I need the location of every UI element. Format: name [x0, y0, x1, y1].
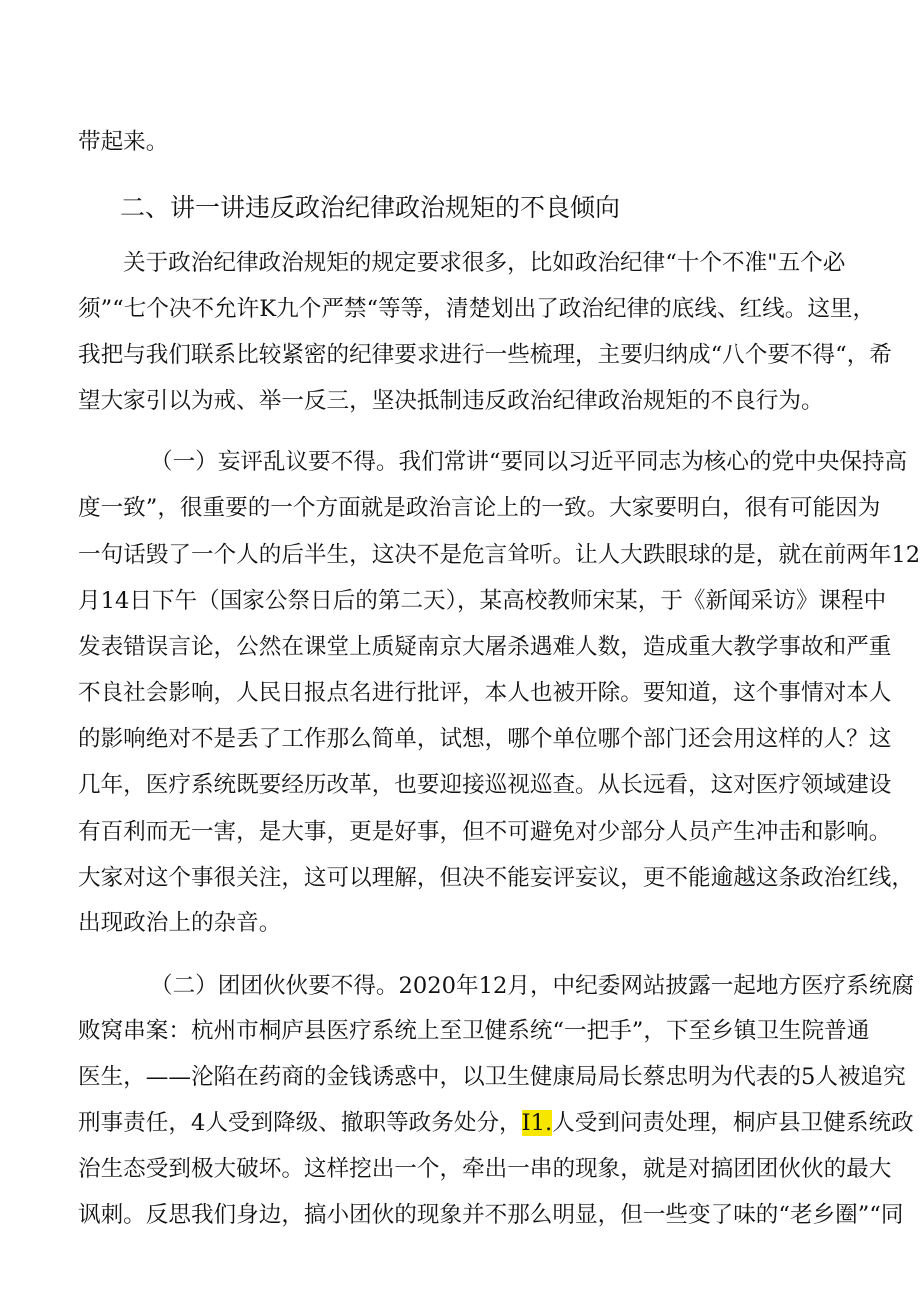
- text-line: 带起来。: [78, 129, 169, 155]
- section-heading: 二、讲一讲违反政治纪律政治规矩的不良倾向: [120, 193, 621, 222]
- text-line: 大家对这个事很关注，这可以理解，但决不能妄评妄议，更不能逾越这条政治红线，: [78, 865, 914, 891]
- text-line: 发表错误言论，公然在课堂上质疑南京大屠杀遇难人数，造成重大教学事故和严重: [78, 634, 892, 660]
- text-line: 月14日下午（国家公祭日后的第二天），某高校教师宋某，于《新闻采访》课程中: [78, 588, 887, 614]
- text-line: 望大家引以为戒、举一反三，坚决抵制违反政治纪律政治规矩的不良行为。: [78, 388, 824, 414]
- text-segment: 人受到问责处理，桐庐县卫健系统政: [552, 1110, 914, 1136]
- text-line: 败窝串案：杭州市桐庐县医疗系统上至卫健系统“一把手”，下至乡镇卫生院普通: [78, 1018, 870, 1044]
- text-line: 医生，——沦陷在药商的金钱诱惑中，以卫生健康局局长蔡忠明为代表的5人被追究: [78, 1064, 906, 1090]
- text-line: 不良社会影响，人民日报点名进行批评，本人也被开除。要知道，这个事情对本人: [78, 680, 892, 706]
- text-line: 关于政治纪律政治规矩的规定要求很多，比如政治纪律“十个不准"五个必: [123, 250, 846, 276]
- text-line: 治生态受到极大破坏。这样挖出一个，牵出一串的现象，就是对搞团团伙伙的最大: [78, 1156, 892, 1182]
- highlighted-text: I1.: [521, 1110, 553, 1136]
- text-line: （一）妄评乱议要不得。我们常讲“要同以习近平同志为核心的党中央保持高: [150, 449, 908, 475]
- text-line: 出现政治上的杂音。: [78, 910, 282, 936]
- text-line: 须”“七个决不允许K九个严禁“等等，清楚划出了政治纪律的底线、红线。这里，: [78, 296, 876, 322]
- text-line: 讽刺。反思我们身边，搞小团伙的现象并不那么明显，但一些变了味的“老乡圈”“同: [78, 1202, 904, 1228]
- text-line: 我把与我们联系比较紧密的纪律要求进行一些梳理，主要归纳成“八个要不得“，希: [78, 342, 892, 368]
- text-segment: 刑事责任，4人受到降级、撤职等政务处分，: [78, 1110, 522, 1136]
- text-line: 度一致”，很重要的一个方面就是政治言论上的一致。大家要明白，很有可能因为: [78, 495, 881, 521]
- text-line: 有百利而无一害，是大事，更是好事，但不可避免对少部分人员产生冲击和影响。: [78, 819, 892, 845]
- text-line: [78, 1112, 914, 1135]
- text-line: 一句话毁了一个人的后半生，这决不是危言耸听。让人大跌眼球的是，就在前两年12: [78, 542, 920, 568]
- text-line: 的影响绝对不是丢了工作那么简单，试想，哪个单位哪个部门还会用这样的人？这: [78, 726, 892, 752]
- text-line: （二）团团伙伙要不得。2020年12月，中纪委网站披露一起地方医疗系统腐: [150, 973, 915, 999]
- text-line: 几年，医疗系统既要经历改革，也要迎接巡视巡查。从长远看，这对医疗领域建设: [78, 772, 892, 798]
